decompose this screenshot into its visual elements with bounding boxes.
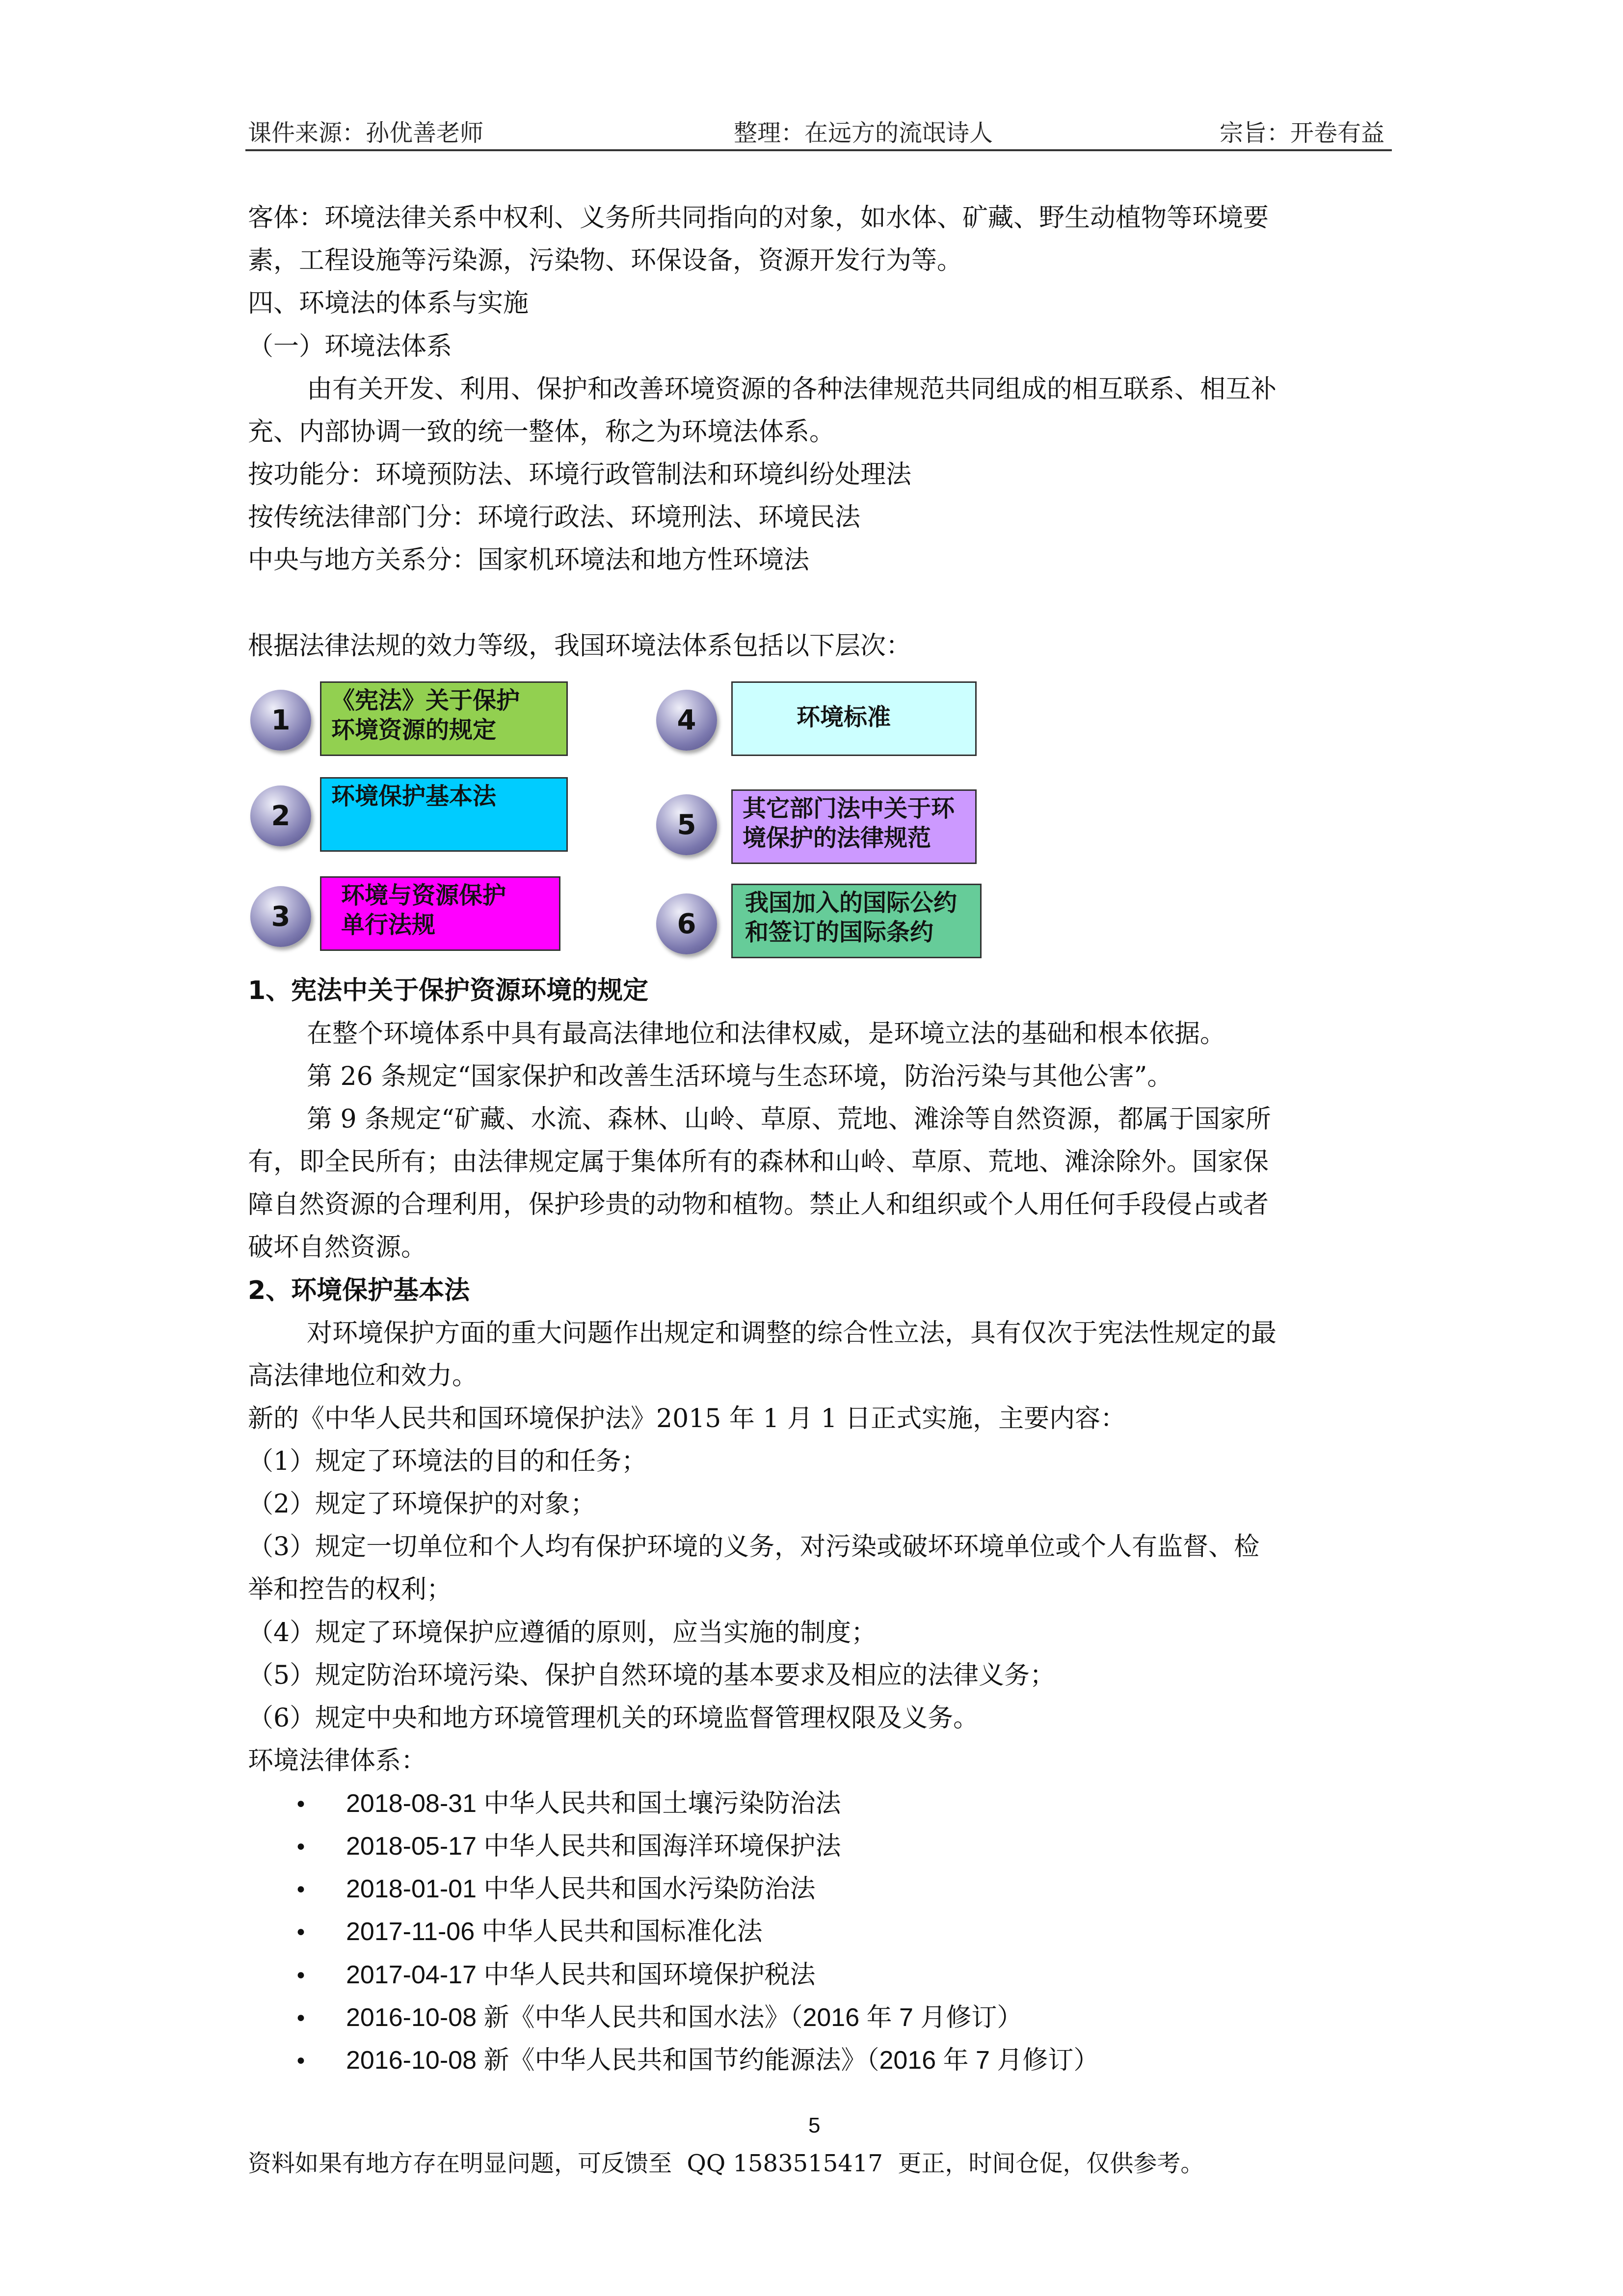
level-6-box: 我国加入的国际公约 和签订的国际条约 xyxy=(731,884,982,958)
law-item: 2018-01-01 中华人民共和国水污染防治法 xyxy=(346,1875,816,1903)
subsection-title: （一）环境法体系 xyxy=(248,332,452,361)
section1-para-1: 在整个环境体系中具有最高法律地位和法律权威，是环境立法的基础和根本依据。 xyxy=(307,1019,1226,1049)
law-item: 2018-05-17 中华人民共和国海洋环境保护法 xyxy=(346,1832,841,1861)
bullet-icon: • xyxy=(294,1964,307,1989)
definition-line-1: 由有关开发、利用、保护和改善环境资源的各种法律规范共同组成的相互联系、相互补 xyxy=(307,375,1277,404)
bullet-icon: • xyxy=(294,1920,307,1945)
section2-para-line-2: 高法律地位和效力。 xyxy=(248,1361,478,1391)
bullet-icon: • xyxy=(294,1835,307,1860)
object-line-2: 素，工程设施等污染源，污染物、环保设备，资源开发行为等。 xyxy=(248,246,963,275)
section1-article-9-line-2: 有，即全民所有；由法律规定属于集体所有的森林和山岭、草原、荒地、滩涂除外。国家保 xyxy=(248,1147,1269,1177)
bullet-icon: • xyxy=(294,2049,307,2074)
page-number: 5 xyxy=(808,2113,821,2137)
level-2-number-icon: 2 xyxy=(250,785,311,846)
bullet-icon: • xyxy=(294,2006,307,2031)
section2-title: 2、环境保护基本法 xyxy=(248,1276,470,1305)
level-5-number-icon: 5 xyxy=(656,794,717,855)
section1-article-9-line-1: 第 9 条规定“矿藏、水流、森林、山岭、草原、荒地、滩涂等自然资源，都属于国家所 xyxy=(307,1105,1271,1134)
levels-heading: 根据法律法规的效力等级，我国环境法体系包括以下层次： xyxy=(248,631,912,661)
law-item: 2017-11-06 中华人民共和国标准化法 xyxy=(346,1918,763,1946)
definition-line-2: 充、内部协调一致的统一整体，称之为环境法体系。 xyxy=(248,417,835,447)
level-6-number-icon: 6 xyxy=(656,893,717,954)
content-item-4: （4）规定了环境保护应遵循的原则，应当实施的制度； xyxy=(248,1618,877,1648)
header-source: 课件来源：孙优善老师 xyxy=(248,119,484,147)
section1-title: 1、宪法中关于保护资源环境的规定 xyxy=(248,976,649,1005)
level-2-box: 环境保护基本法 xyxy=(320,777,568,852)
header-motto: 宗旨：开卷有益 xyxy=(1220,119,1385,147)
level-5-box: 其它部门法中关于环 境保护的法律规范 xyxy=(731,789,977,864)
new-law-heading: 新的《中华人民共和国环境保护法》2015 年 1 月 1 日正式实施，主要内容： xyxy=(248,1404,1126,1433)
content-item-2: （2）规定了环境保护的对象； xyxy=(248,1489,596,1519)
section1-article-9-line-3: 障自然资源的合理利用，保护珍贵的动物和植物。禁止人和组织或个人用任何手段侵占或者 xyxy=(248,1190,1269,1219)
content-item-3-line-1: （3）规定一切单位和个人均有保护环境的义务，对污染或破坏环境单位或个人有监督、检 xyxy=(248,1532,1260,1562)
law-item: 2018-08-31 中华人民共和国土壤污染防治法 xyxy=(346,1789,841,1818)
content-item-5: （5）规定防治环境污染、保护自然环境的基本要求及相应的法律义务； xyxy=(248,1661,1056,1690)
header-editor: 整理：在远方的流氓诗人 xyxy=(734,119,993,147)
section4-title: 四、环境法的体系与实施 xyxy=(248,289,529,318)
object-line-1: 客体：环境法律关系中权利、义务所共同指向的对象，如水体、矿藏、野生动植物等环境要 xyxy=(248,203,1269,233)
classification-by-function: 按功能分：环境预防法、环境行政管制法和环境纠纷处理法 xyxy=(248,460,912,489)
bullet-icon: • xyxy=(294,1792,307,1817)
header-rule xyxy=(245,149,1392,151)
law-item: 2016-10-08 新《中华人民共和国节约能源法》（2016 年 7 月修订） xyxy=(346,2046,1099,2075)
level-1-box: 《宪法》关于保护 环境资源的规定 xyxy=(320,681,568,756)
level-3-box: 环境与资源保护 单行法规 xyxy=(320,876,560,951)
section1-article-9-line-4: 破坏自然资源。 xyxy=(248,1233,427,1262)
content-item-3-line-2: 举和控告的权利； xyxy=(248,1575,452,1604)
section1-article-26: 第 26 条规定“国家保护和改善生活环境与生态环境，防治污染与其他公害”。 xyxy=(307,1062,1173,1091)
level-4-box: 环境标准 xyxy=(731,681,977,756)
content-item-1: （1）规定了环境法的目的和任务； xyxy=(248,1447,647,1476)
section2-para-line-1: 对环境保护方面的重大问题作出规定和调整的综合性立法，具有仅次于宪法性规定的最 xyxy=(307,1319,1277,1348)
law-item: 2017-04-17 中华人民共和国环境保护税法 xyxy=(346,1961,816,1989)
classification-central-local: 中央与地方关系分：国家机环境法和地方性环境法 xyxy=(248,545,810,575)
level-1-number-icon: 1 xyxy=(250,690,311,751)
footer-note: 资料如果有地方存在明显问题，可反馈至 QQ 1583515417 更正，时间仓促，仅供参考。 xyxy=(248,2150,1204,2177)
law-system-heading: 环境法律体系： xyxy=(248,1746,427,1776)
classification-by-tradition: 按传统法律部门分：环境行政法、环境刑法、环境民法 xyxy=(248,503,861,532)
content-item-6: （6）规定中央和地方环境管理机关的环境监督管理权限及义务。 xyxy=(248,1703,979,1733)
level-4-number-icon: 4 xyxy=(656,690,717,751)
law-item: 2016-10-08 新《中华人民共和国水法》（2016 年 7 月修订） xyxy=(346,2003,1023,2032)
bullet-icon: • xyxy=(294,1878,307,1903)
level-3-number-icon: 3 xyxy=(250,886,311,947)
